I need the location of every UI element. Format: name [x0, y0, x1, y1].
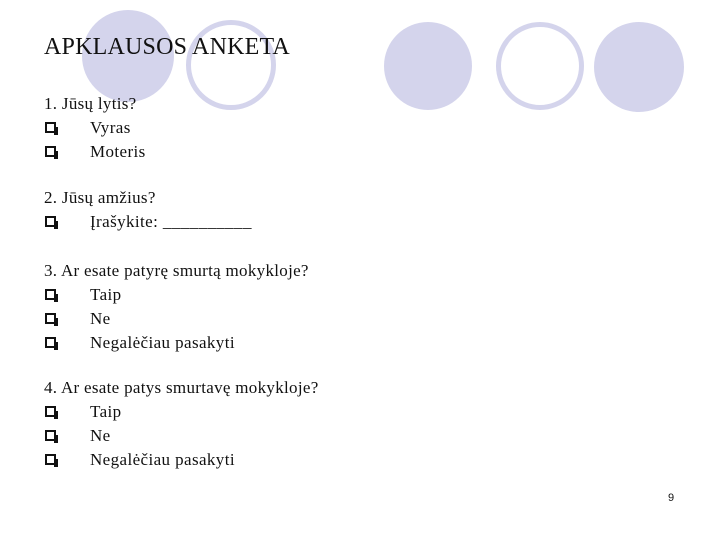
question-text: 3. Ar esate patyrę smurtą mokykloje? [44, 261, 309, 280]
option-label: Įrašykite: __________ [90, 212, 252, 231]
checkbox-icon[interactable] [45, 313, 56, 324]
decorative-circle-3 [594, 22, 684, 112]
checkbox-icon[interactable] [45, 216, 56, 227]
option-label: Negalėčiau pasakyti [90, 333, 235, 352]
option-label: Negalėčiau pasakyti [90, 450, 235, 469]
question-text: 2. Jūsų amžius? [44, 188, 156, 207]
option-row[interactable] [44, 400, 319, 424]
option-row[interactable] [44, 116, 137, 140]
option-row[interactable] [44, 331, 309, 355]
option-label: Ne [90, 426, 111, 445]
checkbox-icon[interactable] [45, 337, 56, 348]
option-label: Ne [90, 309, 111, 328]
option-label: Taip [90, 402, 122, 421]
option-row[interactable] [44, 210, 252, 234]
option-row[interactable] [44, 424, 319, 448]
page-title: APKLAUSOS ANKETA [44, 34, 290, 60]
checkbox-icon[interactable] [45, 430, 56, 441]
checkbox-icon[interactable] [45, 146, 56, 157]
question-block-2 [44, 186, 252, 234]
question-text: 1. Jūsų lytis? [44, 94, 137, 113]
option-label: Taip [90, 285, 122, 304]
question-block-1 [44, 92, 146, 164]
option-row[interactable] [44, 448, 319, 472]
page-number: 9 [668, 492, 675, 504]
checkbox-icon[interactable] [45, 122, 56, 133]
decorative-ring-2 [496, 22, 584, 110]
option-label: Moteris [90, 142, 146, 161]
checkbox-icon[interactable] [45, 406, 56, 417]
option-label: Vyras [90, 118, 131, 137]
question-block-3 [44, 259, 309, 355]
checkbox-icon[interactable] [45, 454, 56, 465]
question-text: 4. Ar esate patys smurtavę mokykloje? [44, 378, 319, 397]
checkbox-icon[interactable] [45, 289, 56, 300]
option-row[interactable] [44, 307, 309, 331]
option-row[interactable] [44, 283, 309, 307]
decorative-circle-2 [384, 22, 472, 110]
question-block-4 [44, 376, 319, 472]
option-row[interactable] [44, 140, 146, 164]
